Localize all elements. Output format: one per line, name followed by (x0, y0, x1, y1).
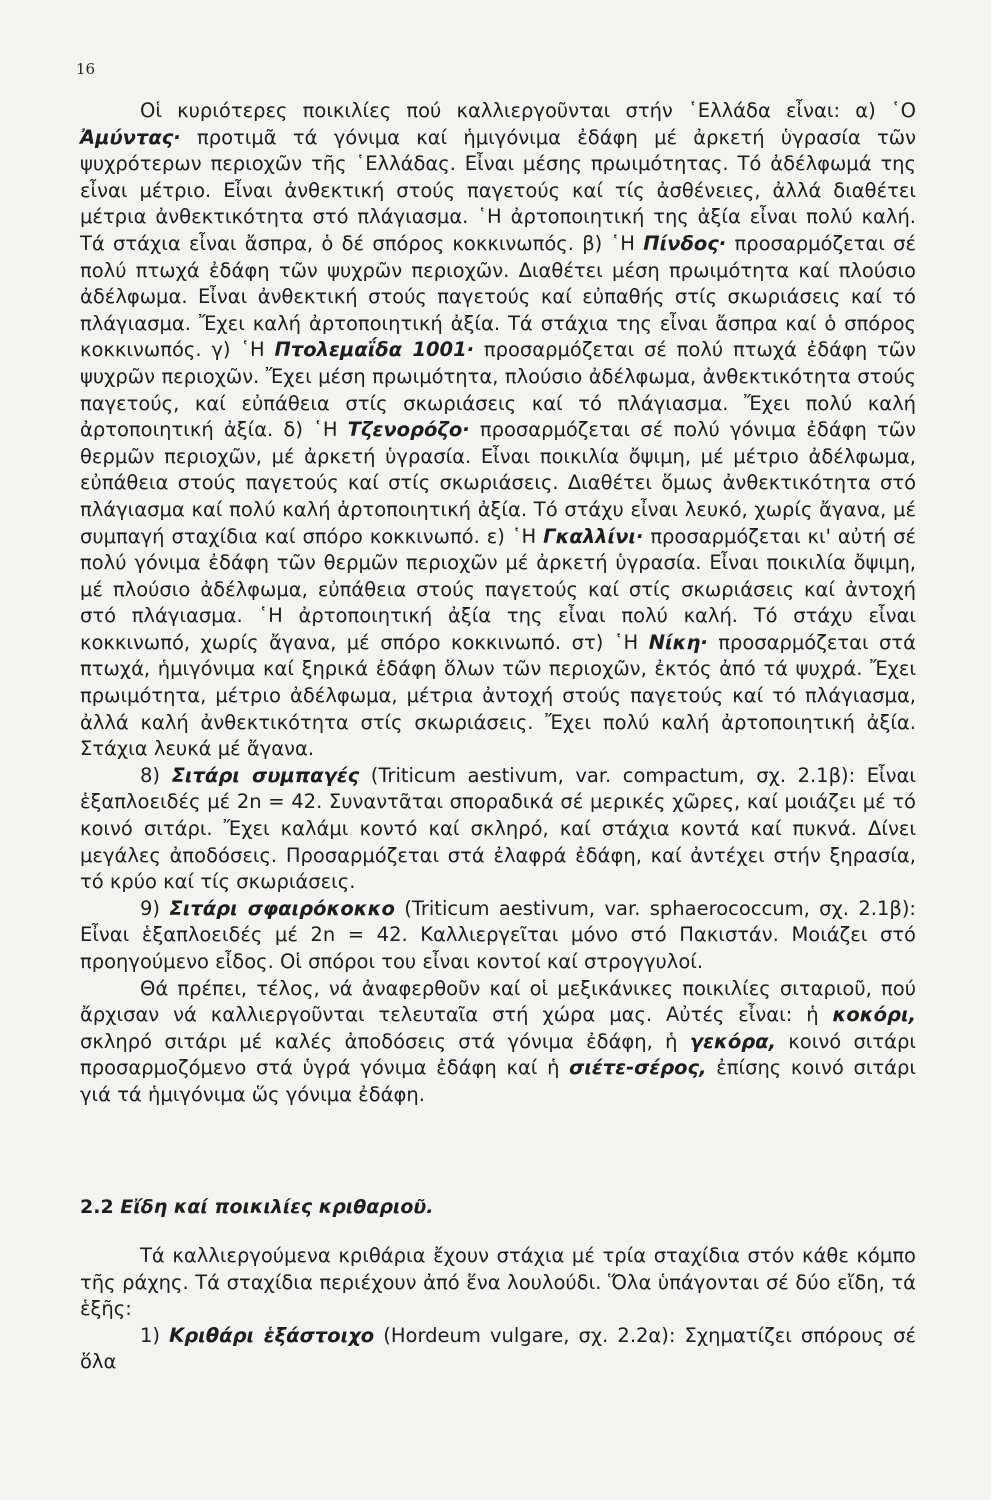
variety-name-gkallini: Γκαλλίνι· (543, 524, 644, 548)
section-text (80, 1243, 916, 1376)
variety-name-amyntas: Ἀμύντας· (80, 125, 181, 149)
text-run: προσαρμόζεται σέ πολύ πτωχά ἐδάφη τῶν ψυχρῶν περιοχῶν. Διαθέτει μέση πρωιμότητα καί πλούσιο ἀδέλφωμα. Εἶναι ἀνθεκτική στούς παγετούς καί εὐπαθής στίς σκωριάσεις καί τό πλάγιασμα. Ἔχει καλή ἀρτοποιητική ἀξία. Τά στάχια της εἶναι ἄσπρα καί ὁ σπόρος κοκκινωπός. γ) ῾Η (80, 231, 916, 362)
paragraph-barley-hexastichum (80, 1323, 916, 1376)
paragraph-compactum (80, 763, 916, 896)
text-run: προσαρμόζεται σέ πολύ γόνιμα ἐδάφη τῶν θερμῶν περιοχῶν, μέ ἀρκετή ὑγρασία. Εἶναι ποικιλία ὄψιμη, μέ μέτριο ἀδέλφωμα, εὐπάθεια στούς παγετούς καί στίς σκωριάσεις. Διαθέτει ὅμως ἀνθεκτικότητα στό πλάγιασμα καί πολύ καλή ἀρτοποιητική ἀξία. Τό στάχυ εἶναι λευκό, χωρίς ἄγανα, μέ συμπαγή σταχίδια καί σπόρο κοκκινωπό. ε) ῾Η (80, 418, 916, 548)
section-heading (80, 1196, 433, 1218)
variety-name-kokori: κοκόρι, (832, 1003, 916, 1027)
text-run: Τά καλλιεργούμενα κριθάρια ἔχουν στάχια μέ τρία σταχίδια στόν κάθε κόμπο τῆς ράχης. Τά σταχίδια περιέχουν ἀπό ἕνα λουλούδι. Ὅλα ὑπάγονται σέ δύο εἴδη, τά ἑξῆς: (80, 1244, 916, 1321)
variety-name-pindos: Πίνδος· (643, 231, 727, 255)
text-run: (Hordeum vulgare, σχ. 2.2α): Σχηματίζει σπόρους σέ ὅλα (80, 1323, 916, 1374)
variety-name-gekora: γεκόρα, (689, 1029, 776, 1053)
text-run: 8) (140, 763, 172, 787)
paragraph-barley-intro (80, 1243, 916, 1323)
text-run: ἐπίσης κοινό σιτάρι γιά τά ἡμιγόνιμα ὥς γόνιμα ἐδάφη. (80, 1056, 916, 1106)
section-title: Εἴδη καί ποικιλίες κριθαριοῦ. (120, 1196, 434, 1218)
text-run: σκληρό σιτάρι μέ καλές ἀποδόσεις στά γόνιμα ἐδάφη, ἡ (80, 1029, 690, 1053)
variety-name-niki: Νίκη· (648, 630, 708, 654)
paragraph-sphaerococcum (80, 896, 916, 976)
text-run: 1) (140, 1323, 170, 1347)
species-name-sphaerococcum: Σιτάρι σφαιρόκοκκο (169, 896, 395, 920)
species-name-hordeum-vulgare: Κριθάρι ἑξάστοιχο (169, 1323, 375, 1347)
variety-name-ptolemaida: Πτολεμαΐδα 1001· (274, 338, 475, 362)
paragraph-mexican-varieties (80, 976, 916, 1109)
text-run: 9) (140, 896, 170, 920)
section-number: 2.2 (80, 1196, 114, 1218)
text-run: (Triticum aestivum, var. compactum, σχ. 2.1β): Εἶναι ἑξαπλοειδές μέ 2n = 42. Συναντᾶται σποραδικά σέ μερικές χῶρες, καί μοιάζει μέ τό κοινό σιτάρι. Ἔχει καλάμι κοντό καί σκληρό, καί στάχια κοντά καί πυκνά. Δίνει μεγάλες ἀποδόσεις. Προσαρμόζεται στά ἐλαφρά ἐδάφη, καί ἀντέχει στήν ξηρασία, τό κρύο καί τίς σκωριάσεις. (80, 763, 916, 894)
text-run: προσαρμόζεται στά πτωχά, ἡμιγόνιμα καί ξηρικά ἐδάφη ὅλων τῶν περιοχῶν, ἐκτός ἀπό τά ψυχρά. Ἔχει πρωιμότητα, μέτριο ἀδέλφωμα, μέτρια ἀντοχή στούς παγετούς καί τό πλάγιασμα, ἀλλά καλή ἀνθεκτικότητα στίς σκωριάσεις. Ἔχει πολύ καλή ἀρτοποιητική ἀξία. Στάχια λευκά μέ ἄγανα. (80, 630, 916, 761)
text-run: (Triticum aestivum, var. sphaerococcum, σχ. 2.1β): Εἶναι ἑξαπλοειδές μέ 2n = 42. Καλλιεργεῖται μόνο στό Πακιστάν. Μοιάζει στό προηγούμενο εἶδος. Οἱ σπόροι του εἶναι κοντοί καί στρογγυλοί. (80, 896, 916, 973)
text-run: προσαρμόζεται κι' αὐτή σέ πολύ γόνιμα ἐδάφη τῶν θερμῶν περιοχῶν μέ ἀρκετή ὑγρασία. Εἶναι ποικιλία ὄψιμη, μέ πλούσιο ἀδέλφωμα, εὐπάθεια στούς παγετούς καί στίς σκωριάσεις καί ἀντοχή στό πλάγιασμα. ῾Η ἀρτοποιητική ἀξία της εἶναι πολύ καλή. Τό στάχυ εἶναι κοκκινωπό, χωρίς ἄγανα, μέ σπόρο κοκκινωπό. στ) ῾Η (80, 524, 916, 654)
text-run: Θά πρέπει, τέλος, νά ἀναφερθοῦν καί οἱ μεξικάνικες ποικιλίες σιταριοῦ, πού ἄρχισαν νά καλλιεργοῦνται τελευταῖα στή χώρα μας. Αὐτές εἶναι: ἡ (80, 976, 916, 1027)
text-run: κοινό σιτάρι προσαρμοζόμενο στά ὑγρά γόνιμα ἐδάφη καί ἡ (80, 1029, 916, 1080)
text-run: Οἱ κυριότερες ποικιλίες πού καλλιεργοῦνται στήν ῾Ελλάδα εἶναι: α) ῾Ο (140, 99, 916, 122)
species-name-compactum: Σιτάρι συμπαγές (171, 763, 360, 787)
text-run: προσαρμόζεται σέ πολύ πτωχά ἐδάφη τῶν ψυχρῶν περιοχῶν. Ἔχει μέση πρωιμότητα, πλούσιο ἀδέλφωμα, ἀνθεκτικότητα στούς παγετούς, καί εὐπάθεια στίς σκωριάσεις καί τό πλάγιασμα. Ἔχει πολύ καλή ἀρτοποιητική ἀξία. δ) ῾Η (80, 338, 916, 442)
page-number: 16 (76, 60, 96, 78)
variety-name-tzenorozo: Τζενορόζο· (347, 418, 470, 442)
variety-name-siete-seros: σιέτε-σέρος, (569, 1056, 707, 1080)
text-run: προτιμᾶ τά γόνιμα καί ἡμιγόνιμα ἐδάφη μέ ἀρκετή ὑγρασία τῶν ψυχρότερων περιοχῶν τῆς ῾Ελλάδας. Εἶναι μέσης πρωιμότητας. Τό ἀδέλφωμά της εἶναι μέτριο. Εἶναι ἀνθεκτική στούς παγετούς καί τίς ἀσθένειες, ἀλλά διαθέτει μέτρια ἀνθεκτικότητα στό πλάγιασμα. ῾Η ἀρτοποιητική της ἀξία εἶναι πολύ καλή. Τά στάχια εἶναι ἄσπρα, ὁ δέ σπόρος κοκκινωπός. β) ῾Η (80, 125, 916, 255)
main-text (80, 98, 916, 1109)
paragraph-wheat-varieties (80, 98, 916, 763)
